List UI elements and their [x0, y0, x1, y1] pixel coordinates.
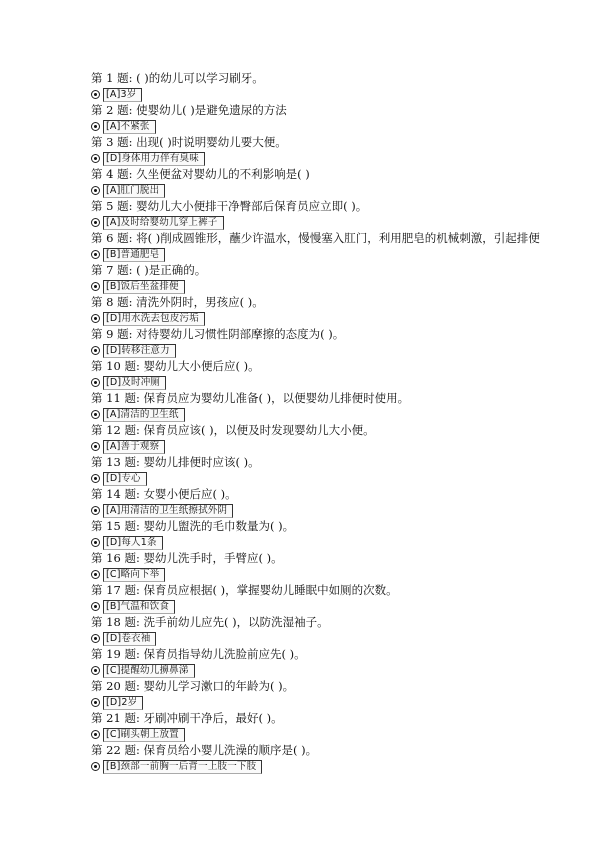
question-text: 第 11 题: 保育员应为婴幼儿准备( )，以便婴幼儿排便时使用。: [91, 391, 410, 405]
answer-field: [D]身体用力伴有臭味: [103, 152, 205, 166]
radio-selected-icon: [91, 634, 100, 643]
answer-row: [91, 310, 571, 327]
answer-row: [91, 566, 571, 583]
answer-field: [A]清洁的卫生纸: [103, 408, 185, 422]
radio-selected-icon: [91, 314, 100, 323]
answer-row: [91, 246, 571, 263]
answer-row: [91, 118, 571, 135]
answer-row: [91, 182, 571, 199]
answer-row: [91, 374, 571, 391]
radio-selected-icon: [91, 186, 100, 195]
answer-row: [91, 502, 571, 519]
radio-selected-icon: [91, 666, 100, 675]
answer-field: [B]普通肥皂: [103, 248, 165, 262]
question-text: 第 22 题: 保育员给小婴儿洗澡的顺序是( )。: [91, 743, 318, 757]
question-text: 第 8 题: 清洗外阴时，男孩应( )。: [91, 295, 264, 309]
answer-row: [91, 662, 571, 679]
question-text: 第 3 题: 出现( )时说明婴幼儿要大便。: [91, 135, 287, 149]
answer-field: [C]提醒幼儿擤鼻涕: [103, 664, 195, 678]
answer-field: [B]气温和饮食: [103, 600, 175, 614]
radio-selected-icon: [91, 410, 100, 419]
answer-row: [91, 438, 571, 455]
radio-selected-icon: [91, 602, 100, 611]
answer-field: [A]不紧张: [103, 120, 156, 134]
radio-selected-icon: [91, 250, 100, 259]
radio-selected-icon: [91, 122, 100, 131]
question-text: 第 4 题: 久坐便盆对婴幼儿的不利影响是( ): [91, 167, 310, 181]
radio-selected-icon: [91, 282, 100, 291]
radio-selected-icon: [91, 378, 100, 387]
answer-row: [91, 406, 571, 423]
question-text: 第 7 题: ( )是正确的。: [91, 263, 207, 277]
question-text: 第 9 题: 对待婴幼儿习惯性阴部摩擦的态度为( )。: [91, 327, 345, 341]
answer-field: [A]及时给婴幼儿穿上裤子: [103, 216, 224, 230]
answer-field: [A]3岁: [103, 88, 142, 102]
question-text: 第 10 题: 婴幼儿大小便后应( )。: [91, 359, 260, 373]
answer-field: [C]略向下举: [103, 568, 165, 582]
answer-field: [D]及时冲厕: [103, 376, 166, 390]
answer-row: [91, 630, 571, 647]
question-list: [91, 71, 571, 775]
answer-row: [91, 694, 571, 711]
radio-selected-icon: [91, 698, 100, 707]
radio-selected-icon: [91, 154, 100, 163]
answer-field: [D]卷衣袖: [103, 632, 156, 646]
answer-row: [91, 342, 571, 359]
question-text: 第 18 题: 洗手前幼儿应先( )，以防洗湿袖子。: [91, 615, 329, 629]
answer-row: [91, 150, 571, 167]
question-text: 第 6 题: 将( )削成圆锥形，蘸少许温水，慢慢塞入肛门，利用肥皂的机械刺激，引起排便: [91, 231, 540, 245]
answer-field: [D]转移注意力: [103, 344, 176, 358]
question-text: 第 17 题: 保育员应根据( )，掌握婴幼儿睡眠中如厕的次数。: [91, 583, 398, 597]
answer-row: [91, 214, 571, 231]
radio-selected-icon: [91, 442, 100, 451]
answer-field: [B]颈部一前胸一后背一上肢一下肢: [103, 760, 262, 774]
answer-field: [A]善于观察: [103, 440, 165, 454]
answer-field: [A]肛门脱出: [103, 184, 165, 198]
radio-selected-icon: [91, 346, 100, 355]
question-text: 第 21 题: 牙刷冲刷干净后，最好( )。: [91, 711, 283, 725]
radio-selected-icon: [91, 506, 100, 515]
answer-field: [B]饭后坐盆排便: [103, 280, 185, 294]
answer-field: [A]用清洁的卫生纸擦拭外阴: [103, 504, 233, 518]
answer-field: [C]刷头朝上放置: [103, 728, 185, 742]
answer-field: [D]用水洗去包皮污垢: [103, 312, 205, 326]
radio-selected-icon: [91, 474, 100, 483]
question-text: 第 5 题: 婴幼儿大小便排干净臀部后保育员应立即( )。: [91, 199, 368, 213]
radio-selected-icon: [91, 730, 100, 739]
question-text: 第 1 题: ( )的幼儿可以学习刷牙。: [91, 71, 264, 85]
answer-field: [D]每人1条: [103, 536, 163, 550]
question-text: 第 14 题: 女婴小便后应( )。: [91, 487, 237, 501]
radio-selected-icon: [91, 570, 100, 579]
answer-field: [D]2岁: [103, 696, 143, 710]
answer-row: [91, 470, 571, 487]
answer-row: [91, 534, 571, 551]
radio-selected-icon: [91, 90, 100, 99]
question-text: 第 12 题: 保育员应该( )，以便及时发现婴幼儿大小便。: [91, 423, 375, 437]
question-text: 第 13 题: 婴幼儿排便时应该( )。: [91, 455, 260, 469]
question-text: 第 20 题: 婴幼儿学习漱口的年龄为( )。: [91, 679, 295, 693]
answer-row: [91, 598, 571, 615]
radio-selected-icon: [91, 218, 100, 227]
question-text: 第 2 题: 使婴幼儿( )是避免遗尿的方法: [91, 103, 287, 117]
answer-field: [D]专心: [103, 472, 147, 486]
question-text: 第 16 题: 婴幼儿洗手时，手臂应( )。: [91, 551, 283, 565]
answer-row: [91, 758, 571, 775]
question-text: 第 15 题: 婴幼儿盥洗的毛巾数量为( )。: [91, 519, 295, 533]
answer-row: [91, 278, 571, 295]
answer-row: [91, 726, 571, 743]
answer-row: [91, 86, 571, 103]
radio-selected-icon: [91, 762, 100, 771]
radio-selected-icon: [91, 538, 100, 547]
question-text: 第 19 题: 保育员指导幼儿洗脸前应先( )。: [91, 647, 306, 661]
